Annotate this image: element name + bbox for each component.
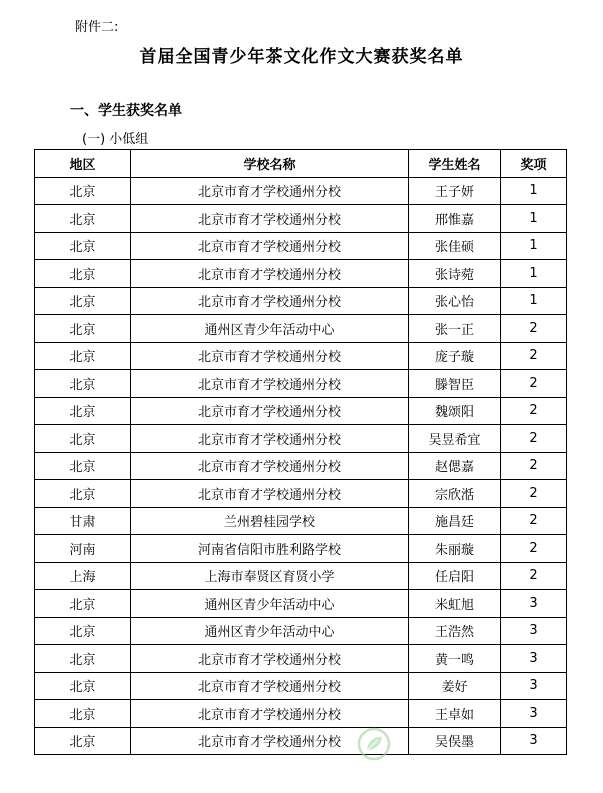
header-award: 奖项: [501, 150, 567, 178]
header-region: 地区: [35, 150, 131, 178]
cell-region: 北京: [35, 177, 131, 205]
cell-school: 北京市育才学校通州分校: [131, 700, 409, 728]
cell-award: 2: [501, 452, 567, 480]
table-row: [35, 700, 567, 728]
cell-school: 兰州碧桂园学校: [131, 507, 409, 535]
cell-school: 北京市育才学校通州分校: [131, 260, 409, 288]
cell-student: 王浩然: [409, 617, 501, 645]
cell-school: 通州区青少年活动中心: [131, 590, 409, 618]
cell-student: 吴昱希宜: [409, 425, 501, 453]
cell-student: 朱丽璇: [409, 535, 501, 563]
cell-student: 张心怡: [409, 287, 501, 315]
attachment-label: 附件二:: [75, 20, 119, 35]
cell-region: 北京: [35, 342, 131, 370]
cell-school: 上海市奉贤区育贤小学: [131, 562, 409, 590]
cell-award: 2: [501, 342, 567, 370]
table-row: [35, 232, 567, 260]
cell-award: 3: [501, 617, 567, 645]
cell-student: 庞子璇: [409, 342, 501, 370]
table-row: [35, 507, 567, 535]
table-row: [35, 452, 567, 480]
cell-region: 北京: [35, 425, 131, 453]
cell-school: 北京市育才学校通州分校: [131, 205, 409, 233]
table-row: [35, 645, 567, 673]
cell-region: 北京: [35, 727, 131, 755]
cell-school: 北京市育才学校通州分校: [131, 232, 409, 260]
cell-school: 北京市育才学校通州分校: [131, 452, 409, 480]
cell-region: 北京: [35, 700, 131, 728]
cell-award: 1: [501, 260, 567, 288]
table-row: [35, 590, 567, 618]
page-title: 首届全国青少年茶文化作文大赛获奖名单: [139, 47, 464, 67]
cell-student: 张诗菀: [409, 260, 501, 288]
cell-school: 北京市育才学校通州分校: [131, 287, 409, 315]
cell-award: 3: [501, 672, 567, 700]
table-row: [35, 205, 567, 233]
table-header-row: [35, 150, 567, 178]
cell-region: 北京: [35, 287, 131, 315]
table-row: [35, 425, 567, 453]
cell-award: 3: [501, 700, 567, 728]
cell-student: 吴俣墨: [409, 727, 501, 755]
table-row: [35, 672, 567, 700]
cell-school: 河南省信阳市胜利路学校: [131, 535, 409, 563]
table-row: [35, 480, 567, 508]
cell-region: 河南: [35, 535, 131, 563]
subsection-heading: (一) 小低组: [82, 132, 149, 147]
cell-student: 魏颂阳: [409, 397, 501, 425]
section-heading: 一、学生获奖名单: [70, 103, 182, 119]
cell-award: 2: [501, 535, 567, 563]
cell-region: 北京: [35, 232, 131, 260]
header-student: 学生姓名: [409, 150, 501, 178]
cell-award: 1: [501, 232, 567, 260]
table-row: [35, 370, 567, 398]
cell-student: 王卓如: [409, 700, 501, 728]
cell-region: 北京: [35, 370, 131, 398]
cell-award: 2: [501, 425, 567, 453]
cell-region: 甘肃: [35, 507, 131, 535]
cell-student: 赵偲嘉: [409, 452, 501, 480]
table-row: [35, 535, 567, 563]
cell-award: 2: [501, 315, 567, 343]
cell-school: 北京市育才学校通州分校: [131, 397, 409, 425]
table-row: [35, 727, 567, 755]
cell-student: 王子妍: [409, 177, 501, 205]
cell-school: 通州区青少年活动中心: [131, 617, 409, 645]
table-row: [35, 342, 567, 370]
cell-school: 通州区青少年活动中心: [131, 315, 409, 343]
cell-award: 2: [501, 397, 567, 425]
cell-award: 3: [501, 590, 567, 618]
table-row: [35, 617, 567, 645]
cell-award: 1: [501, 177, 567, 205]
awards-table: [34, 149, 567, 755]
cell-student: 滕智臣: [409, 370, 501, 398]
cell-region: 北京: [35, 672, 131, 700]
cell-award: 1: [501, 287, 567, 315]
cell-student: 米虹旭: [409, 590, 501, 618]
cell-school: 北京市育才学校通州分校: [131, 425, 409, 453]
cell-award: 2: [501, 370, 567, 398]
cell-school: 北京市育才学校通州分校: [131, 645, 409, 673]
cell-student: 姜好: [409, 672, 501, 700]
cell-school: 北京市育才学校通州分校: [131, 672, 409, 700]
cell-region: 北京: [35, 397, 131, 425]
cell-student: 宗欣湉: [409, 480, 501, 508]
cell-award: 3: [501, 727, 567, 755]
cell-award: 1: [501, 205, 567, 233]
leaf-circle-icon: [356, 726, 392, 762]
cell-award: 2: [501, 480, 567, 508]
header-school: 学校名称: [131, 150, 409, 178]
cell-award: 3: [501, 645, 567, 673]
cell-region: 北京: [35, 260, 131, 288]
cell-school: 北京市育才学校通州分校: [131, 480, 409, 508]
cell-school: 北京市育才学校通州分校: [131, 342, 409, 370]
cell-region: 北京: [35, 205, 131, 233]
cell-region: 上海: [35, 562, 131, 590]
cell-region: 北京: [35, 645, 131, 673]
cell-student: 任启阳: [409, 562, 501, 590]
cell-school: 北京市育才学校通州分校: [131, 370, 409, 398]
cell-region: 北京: [35, 590, 131, 618]
table-row: [35, 315, 567, 343]
table-row: [35, 562, 567, 590]
cell-region: 北京: [35, 480, 131, 508]
cell-school: 北京市育才学校通州分校: [131, 727, 409, 755]
table-row: [35, 260, 567, 288]
table-row: [35, 287, 567, 315]
cell-student: 张一正: [409, 315, 501, 343]
cell-award: 2: [501, 562, 567, 590]
cell-region: 北京: [35, 617, 131, 645]
cell-student: 施昌廷: [409, 507, 501, 535]
cell-student: 张佳硕: [409, 232, 501, 260]
cell-school: 北京市育才学校通州分校: [131, 177, 409, 205]
cell-region: 北京: [35, 315, 131, 343]
cell-region: 北京: [35, 452, 131, 480]
cell-student: 邢惟嘉: [409, 205, 501, 233]
cell-student: 黄一鸣: [409, 645, 501, 673]
table-row: [35, 397, 567, 425]
cell-award: 2: [501, 507, 567, 535]
table-row: [35, 177, 567, 205]
